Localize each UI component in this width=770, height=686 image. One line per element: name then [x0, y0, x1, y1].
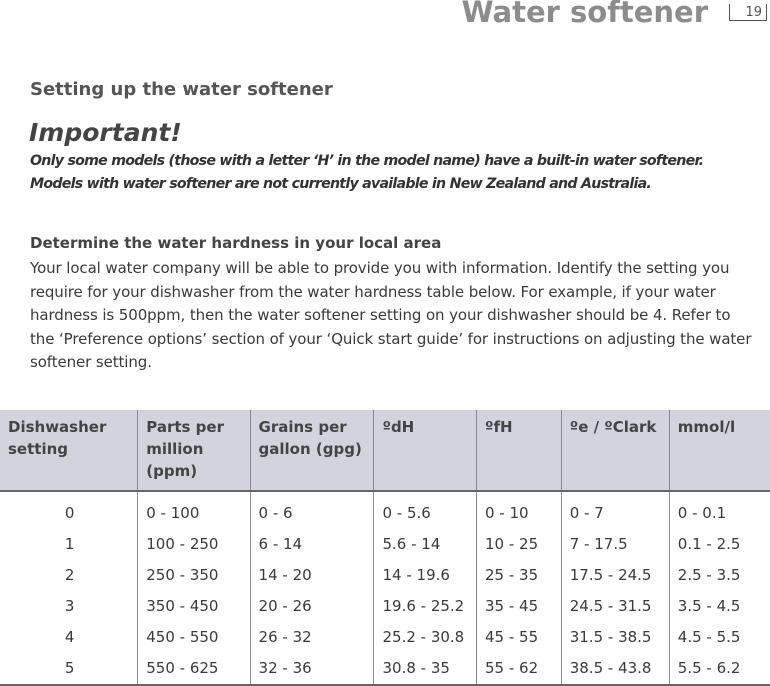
table-cell: 0 - 10	[476, 491, 561, 529]
table-cell: 0 - 0.1	[669, 491, 770, 529]
table-cell: 17.5 - 24.5	[561, 560, 669, 591]
body-line: require for your dishwasher from the water hardness table below. For example, if your water	[30, 282, 716, 301]
table-cell: 100 - 250	[138, 529, 250, 560]
table-cell: 450 - 550	[138, 622, 250, 653]
body-line: softener setting.	[30, 353, 152, 371]
table-cell: 3	[64, 597, 75, 615]
table-cell: 550 - 625	[138, 653, 250, 685]
table-row	[0, 491, 770, 529]
table-cell: 0 - 100	[138, 491, 250, 529]
table-header-cell: mmol/l	[669, 410, 770, 491]
table-cell: 26 - 32	[250, 622, 374, 653]
table-row	[0, 591, 770, 622]
table-row	[0, 529, 770, 560]
table-cell: 0 - 7	[561, 491, 669, 529]
table-cell: 250 - 350	[138, 560, 250, 591]
table-cell: 0	[64, 504, 75, 522]
table-cell: 4.5 - 5.5	[669, 622, 770, 653]
body-line: Your local water company will be able to provide you with information. Identify the setting you	[30, 259, 730, 277]
table-cell: 24.5 - 31.5	[561, 591, 669, 622]
table-cell: 14 - 20	[250, 560, 374, 591]
table-cell: 31.5 - 38.5	[561, 622, 669, 653]
table-header-cell: Parts per million (ppm)	[138, 410, 250, 491]
table-cell: 10 - 25	[476, 529, 561, 560]
table-cell: 350 - 450	[138, 591, 250, 622]
table-cell: 30.8 - 35	[374, 653, 477, 685]
table-cell: 5.6 - 14	[374, 529, 477, 560]
table-cell: 2	[64, 566, 75, 584]
page-number: 19	[729, 4, 767, 21]
table-cell: 3.5 - 4.5	[669, 591, 770, 622]
table-header-row	[0, 410, 770, 491]
table-header-cell: Grains per gallon (gpg)	[250, 410, 374, 491]
table-cell: 2.5 - 3.5	[669, 560, 770, 591]
table-cell: 4	[64, 628, 75, 646]
table-cell: 25.2 - 30.8	[374, 622, 477, 653]
table-cell: 6 - 14	[250, 529, 374, 560]
table-cell: 25 - 35	[476, 560, 561, 591]
table-header-cell: ºdH	[374, 410, 477, 491]
important-title: Important!	[29, 118, 182, 147]
important-note-line: Models with water softener are not currently available in New Zealand and Australia.	[30, 176, 652, 192]
table-cell: 32 - 36	[250, 653, 374, 685]
table-cell: 7 - 17.5	[561, 529, 669, 560]
table-row	[0, 622, 770, 653]
table-row	[0, 653, 770, 685]
table-cell: 19.6 - 25.2	[374, 591, 477, 622]
table-header-cell: ºe / ºClark	[561, 410, 669, 491]
subsection-title: Determine the water hardness in your local area	[30, 234, 442, 252]
water-hardness-table	[0, 410, 770, 686]
page-header-title: Water softener	[461, 0, 708, 29]
table-row	[0, 560, 770, 591]
table-cell: 38.5 - 43.8	[561, 653, 669, 685]
table-cell: 55 - 62	[476, 653, 561, 685]
table-header-cell: ºfH	[476, 410, 561, 491]
table-cell: 35 - 45	[476, 591, 561, 622]
table-cell: 0 - 5.6	[374, 491, 477, 529]
important-note-line: Only some models (those with a letter ‘H’ in the model name) have a built-in water softener.	[30, 153, 704, 169]
table-header-cell: Dishwasher setting	[0, 410, 138, 491]
table-cell: 0.1 - 2.5	[669, 529, 770, 560]
table-cell: 14 - 19.6	[374, 560, 477, 591]
section-title: Setting up the water softener	[30, 79, 333, 100]
table-cell: 20 - 26	[250, 591, 374, 622]
table-cell: 5	[0, 653, 138, 685]
table-cell: 0 - 6	[250, 491, 374, 529]
table-cell: 45 - 55	[476, 622, 561, 653]
table-cell: 5.5 - 6.2	[669, 653, 770, 685]
body-line: the ‘Preference options’ section of your ‘Quick start guide’ for instructions on adjusting the water	[30, 329, 752, 348]
table-cell: 1	[64, 535, 75, 553]
body-paragraph	[30, 257, 770, 375]
body-line: hardness is 500ppm, then the water softener setting on your dishwasher should be 4. Refer to	[30, 306, 731, 324]
